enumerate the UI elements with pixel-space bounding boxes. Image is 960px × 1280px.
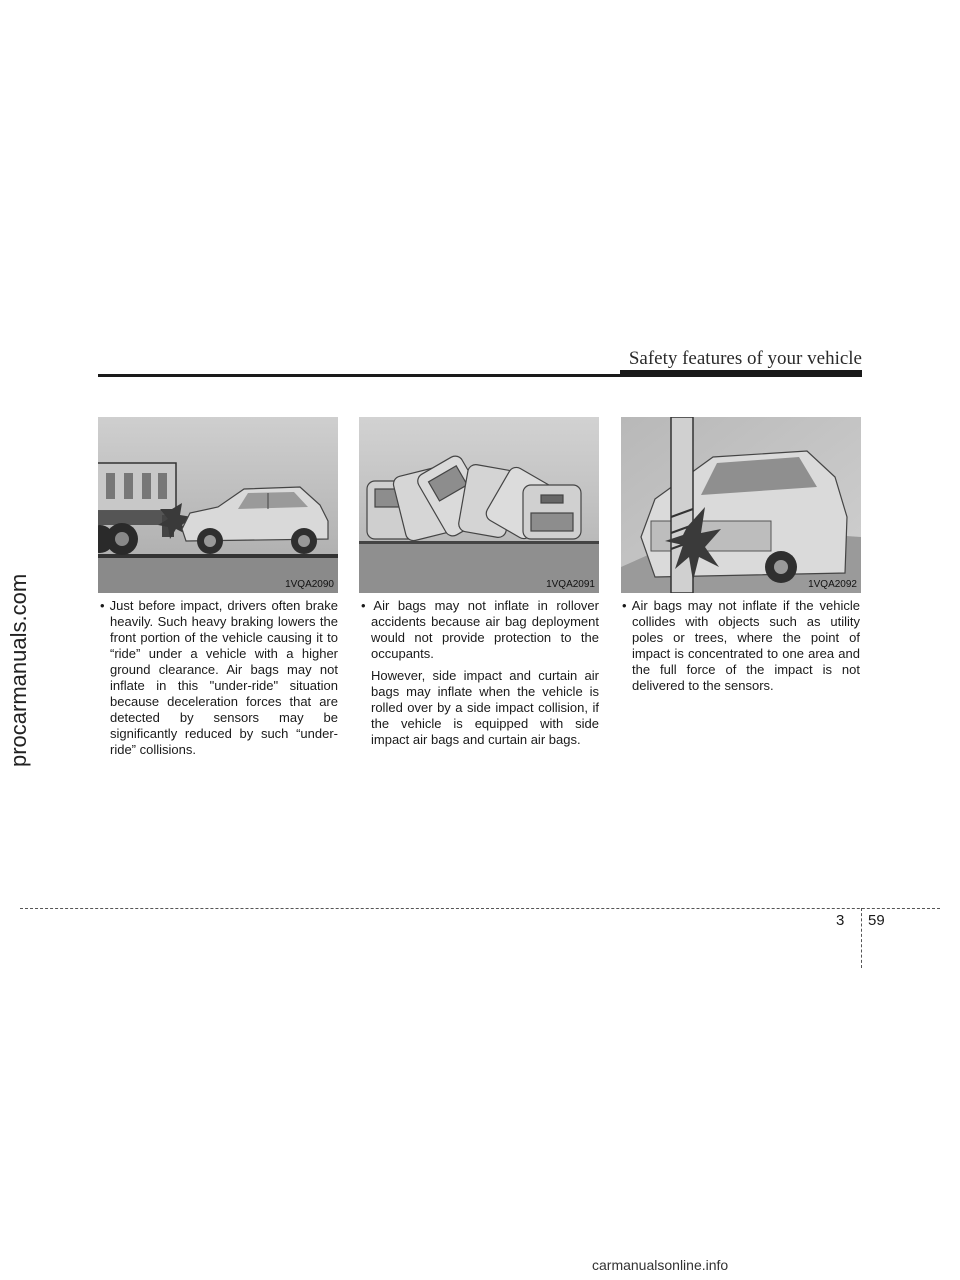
figure-code: 1VQA2092 bbox=[808, 579, 857, 590]
side-watermark: procarmanuals.com bbox=[6, 573, 31, 767]
paragraph: • Just before impact, drivers often brake heavily. Such heavy braking lowers the front portion of the vehicle causing it to “ride” under a vehicle with a higher ground clearance. Air bags may not inflate in this "under-ride" situation because deceleration forces that are detected by sensors may be significantly reduced by such “under-ride” collisions. bbox=[100, 598, 338, 757]
page-number: 59 bbox=[868, 912, 885, 929]
section-title: Safety features of your vehicle bbox=[628, 348, 862, 369]
chapter-number: 3 bbox=[836, 912, 845, 929]
header-rule-accent bbox=[620, 370, 862, 375]
paragraph: However, side impact and curtain air bags may inflate when the vehicle is rolled over by a side impact collision, if the vehicle is equipped with side impact air bags and curtain air bags. bbox=[371, 668, 599, 747]
figure-code: 1VQA2090 bbox=[285, 579, 334, 590]
paragraph: • Air bags may not inflate if the vehicle collides with objects such as utility poles or trees, where the point of impact is concentrated to one area and the full force of the impact is not delivered to the sensors. bbox=[622, 598, 860, 693]
bottom-watermark: carmanualsonline.info bbox=[592, 1257, 729, 1273]
text-column-rollover bbox=[361, 598, 599, 754]
figure-pole-collision bbox=[621, 417, 861, 593]
pole-collision-illustration bbox=[621, 417, 861, 593]
figure-code: 1VQA2091 bbox=[546, 579, 595, 590]
under-ride-illustration bbox=[98, 417, 338, 593]
text-column-under-ride bbox=[100, 598, 338, 764]
rollover-illustration bbox=[359, 417, 599, 593]
text-column-pole bbox=[622, 598, 860, 700]
figure-under-ride bbox=[98, 417, 338, 593]
figure-rollover bbox=[359, 417, 599, 593]
paragraph: • Air bags may not inflate in rollover accidents because air bag deployment would not provide protection to the occupants. bbox=[361, 598, 599, 661]
footer-divider bbox=[861, 908, 862, 968]
footer-rule bbox=[20, 908, 940, 909]
